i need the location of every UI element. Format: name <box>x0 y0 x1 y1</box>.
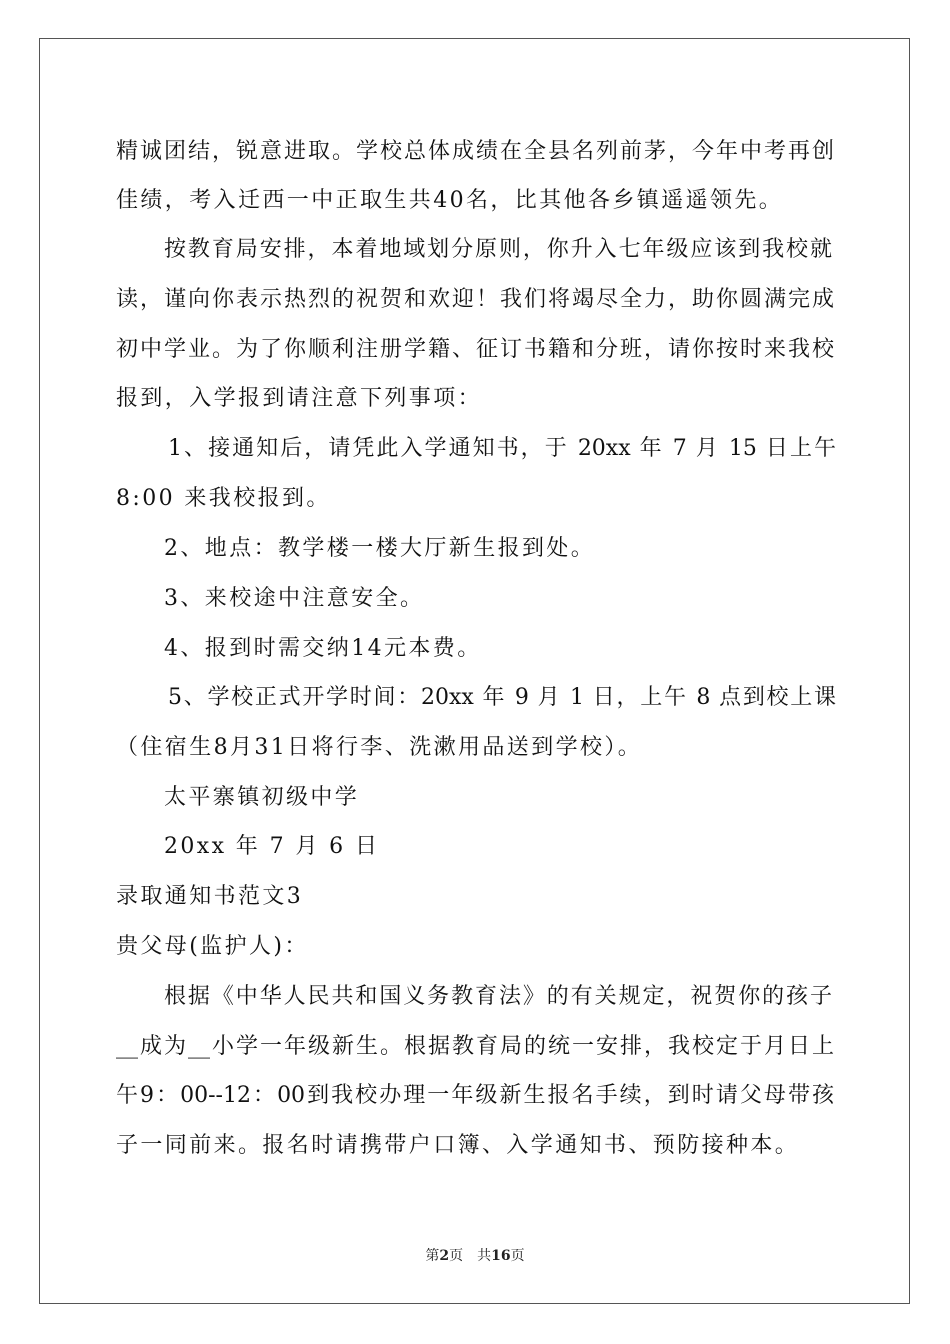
page-footer <box>0 1246 950 1266</box>
paragraph-line: 子一同前来。报名时请携带户口簿、入学通知书、预防接种本。 <box>116 1133 800 1158</box>
list-item: 5、学校正式开学时间：20xx 年 9 月 1 日，上午 8 点到校上课 <box>168 685 836 710</box>
paragraph-line: 根据《中华人民共和国义务教育法》的有关规定，祝贺你的孩子 <box>164 984 832 1009</box>
paragraph-line: 佳绩，考入迁西一中正取生共40名，比其他各乡镇遥遥领先。 <box>116 188 784 213</box>
page-border <box>39 38 910 1304</box>
paragraph-line: 报到，入学报到请注意下列事项： <box>116 386 483 411</box>
total-suffix: 页 <box>510 1248 525 1264</box>
list-item: 2、地点：教学楼一楼大厅新生报到处。 <box>164 536 596 561</box>
paragraph-line: 精诚团结，锐意进取。学校总体成绩在全县名列前茅，今年中考再创 <box>116 139 834 164</box>
total-pages: 16 <box>491 1248 511 1264</box>
page-suffix: 页 <box>449 1248 464 1264</box>
salutation: 贵父母(监护人)： <box>116 934 309 959</box>
paragraph-line: 初中学业。为了你顺利注册学籍、征订书籍和分班，请你按时来我校 <box>116 337 834 362</box>
paragraph-line: 午9：00--12：00到我校办理一年级新生报名手续，到时请父母带孩 <box>116 1083 834 1108</box>
list-item: 4、报到时需交纳14元本费。 <box>164 636 482 661</box>
list-item: 1、接通知后，请凭此入学通知书，于 20xx 年 7 月 15 日上午 <box>168 436 836 461</box>
page-prefix: 第 <box>425 1248 440 1264</box>
list-item-continuation: 8:00 来我校报到。 <box>116 486 331 511</box>
total-prefix: 共 <box>477 1248 492 1264</box>
signature-date: 20xx 年 7 月 6 日 <box>164 834 380 859</box>
paragraph-line: 按教育局安排，本着地域划分原则，你升入七年级应该到我校就 <box>164 237 832 262</box>
list-item: 3、来校途中注意安全。 <box>164 586 425 611</box>
page-number: 2 <box>439 1248 450 1264</box>
section-heading: 录取通知书范文3 <box>116 884 304 909</box>
paragraph-line: 读，谨向你表示热烈的祝贺和欢迎！我们将竭尽全力，助你圆满完成 <box>116 287 834 312</box>
list-item-continuation: （住宿生8月31日将行李、洗漱用品送到学校）。 <box>116 735 643 760</box>
paragraph-line: __成为__小学一年级新生。根据教育局的统一安排，我校定于月日上 <box>116 1034 834 1059</box>
signature-school: 太平寨镇初级中学 <box>164 785 360 810</box>
